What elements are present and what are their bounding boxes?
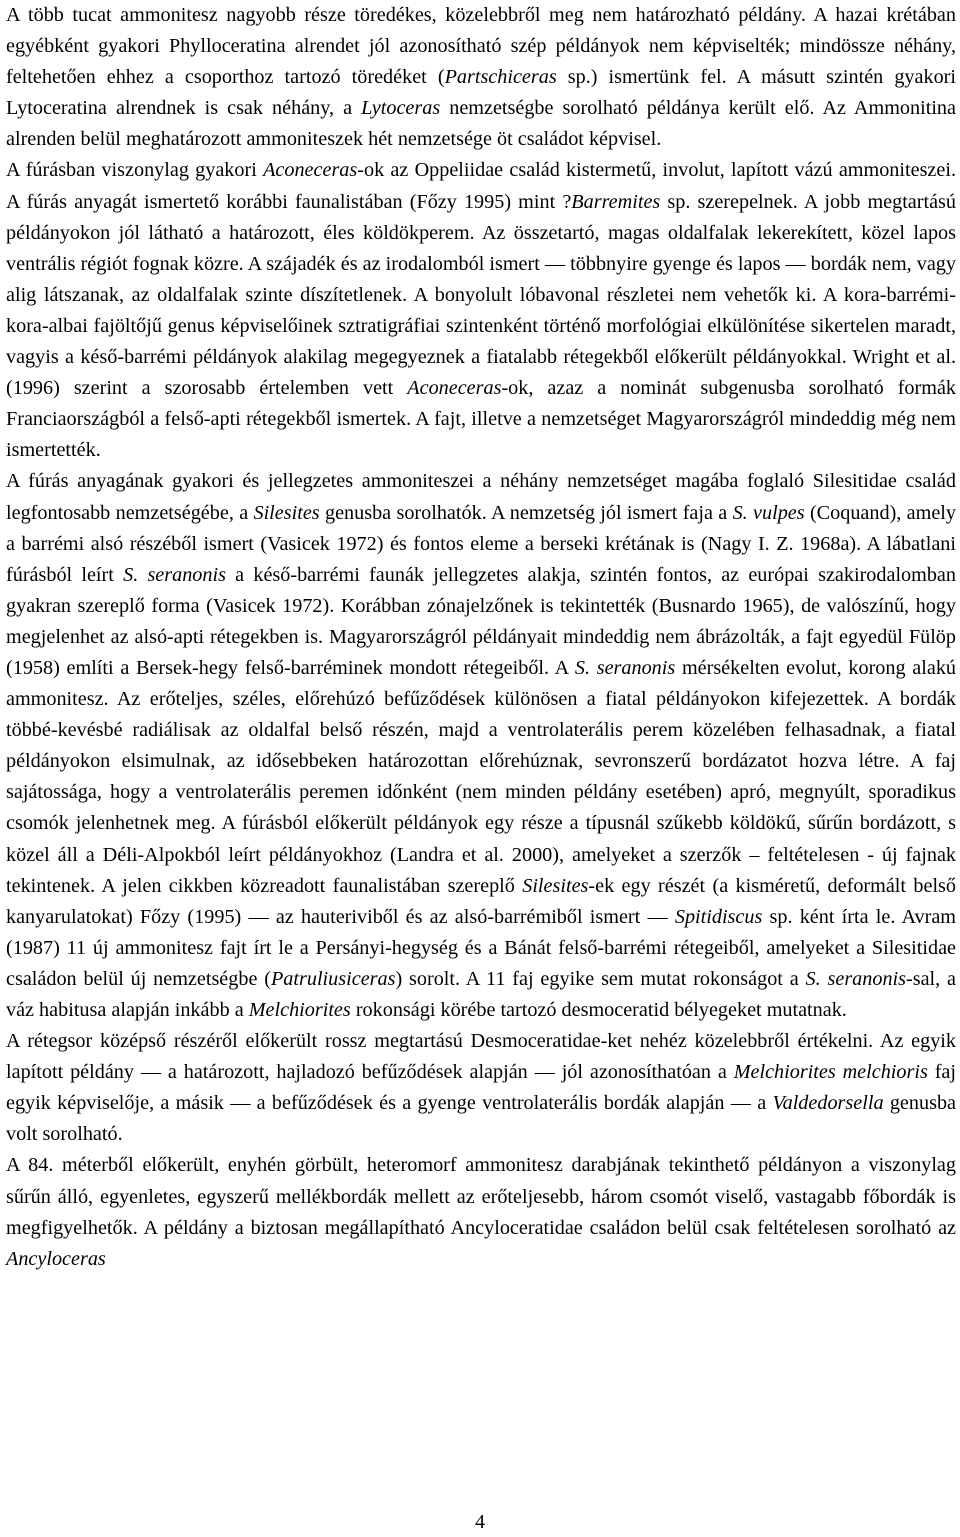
italic-term: S. seranonis bbox=[574, 656, 676, 679]
paragraph bbox=[6, 0, 956, 155]
text-run: sp.) ismertünk fel. A másutt szintén gyakori Lytoceratina alrendnek is csak néhány, a bbox=[6, 66, 956, 120]
paragraph bbox=[6, 155, 956, 466]
document-body bbox=[6, 0, 956, 1275]
italic-term: Aconeceras bbox=[407, 377, 502, 400]
italic-term: S. seranonis bbox=[123, 563, 226, 586]
italic-term: S. seranonis bbox=[805, 967, 907, 990]
italic-term: Silesites bbox=[253, 501, 320, 524]
text-run: rokonsági körébe tartozó desmoceratid bélyegeket mutatnak. bbox=[350, 999, 847, 1021]
paragraph bbox=[6, 1026, 956, 1150]
text-run: sp. szerepelnek. A jobb megtartású példányokon jól látható a határozott, éles köldökperem. Az összetartó, magas oldalfalak lekerekített, közel lapos ventrális régiót fognak közre. A szájadék és az irodalomból ismert — többnyire gyenge és lapos — bordák nem, vagy alig látszanak, az oldalfalak szinte díszítetlenek. A bonyolult lóbavonal részletei nem vehetők ki. A kora-barrémi-kora-albai fajöltőjű genus képviselőinek sztratigráfiai szintenként történő morfológiai elkülönítése sikertelen maradt, vagyis a késő-barrémi példányok alakilag megegyeznek a fiatalabb rétegekből előkerült példányokkal. Wright et al. (1996) szerint a szorosabb értelemben vett bbox=[6, 190, 957, 400]
italic-term: Melchiorites melchioris bbox=[733, 1061, 928, 1084]
text-run: a késő-barrémi faunák jellegzetes alakja, szintén fontos, az európai szakirodalomban gyakran szereplő forma (Vasicek 1972). Korábban zónajelzőnek is tekintették (Busnardo 1965), de valószínű, hogy megjelenhet az alsó-apti rétegekben is. Magyarországról példányait mindeddig nem ábrázolták, a fajt egyedül Fülöp (1958) említi a Bersek-hegy felső-barréminek mondott rétegeiből. A bbox=[6, 563, 956, 679]
text-run: sp. ként írta le. Avram (1987) 11 új ammonitesz fajt írt le a Persányi-hegység és a Bánát felső-barrémi rétegeiből, amelyeket a Silesitidae családon belül új nemzetségbe ( bbox=[6, 905, 957, 990]
italic-term: Patruliusiceras bbox=[270, 967, 396, 990]
text-run: A 84. méterből előkerült, enyhén görbült, heteromorf ammonitesz darabjának tekinthető példányon a viszonylag sűrűn álló, egyenletes, egyszerű mellékbordák mellett az erőteljesebb, három csomót viselő, vastagabb főbordák is megfigyelhetők. A példány a biztosan megállapítható Ancyloceratidae családon belül csak feltételesen sorolható az bbox=[6, 1154, 956, 1239]
italic-term: Barremites bbox=[571, 190, 661, 213]
paragraph bbox=[6, 466, 956, 1026]
text-run: genusba sorolhatók. A nemzetség jól ismert faja a bbox=[319, 501, 733, 524]
italic-term: Spitidiscus bbox=[674, 905, 763, 928]
text-run: ) sorolt. A 11 faj egyike sem mutat rokonságot a bbox=[395, 967, 806, 990]
italic-term: Aconeceras bbox=[263, 159, 358, 182]
text-run: -ok az Oppeliidae család kistermetű, involut, lapított vázú ammoniteszei. A fúrás anyagát ismertető korábbi faunalistában (Főzy 1995) mint ? bbox=[6, 159, 956, 213]
italic-term: Melchiorites bbox=[248, 999, 351, 1021]
text-run: -ok, azaz a nominát subgenusba sorolható formák Franciaországból a felső-apti rétegekből ismertek. A fajt, illetve a nemzetséget Magyarországról mindeddig még nem ismertették. bbox=[6, 377, 957, 462]
italic-term: Partschiceras bbox=[444, 66, 557, 89]
text-run: mérsékelten evolut, korong alakú ammonitesz. Az erőteljes, széles, előrehúzó befűződések különösen a fiatal példányokon kifejezettek. A bordák többé-kevésbé radiálisak az oldalfal belső részén, majd a ventrolaterális perem közelében felhasadnak, a fiatal példányokon elsimulnak, az idősebbeken határozottan előrehúznak, sevronszerű bordázatot hozva létre. A faj sajátossága, hogy a ventrolaterális peremen időnként (nem minden példány esetében) apró, megnyúlt, sporadikus csomók jelenhetnek meg. A fúrásból előkerült példányok egy része a típusnál szűkebb köldökű, sűrűn bordázott, s közel áll a Déli-Alpokból leírt példányokhoz (Landra et al. 2000), amelyeket a szerzők – feltételesen - új fajnak tekintenek. A jelen cikkben közreadott faunalistában szereplő bbox=[6, 656, 957, 897]
italic-term: Valdedorsella bbox=[772, 1092, 884, 1115]
text-run: A fúrás anyagának gyakori és jellegzetes ammoniteszei a néhány nemzetséget magába foglaló Silesitidae család legfontosabb nemzetségébe, a bbox=[6, 470, 956, 524]
text-run: A fúrásban viszonylag gyakori bbox=[6, 159, 264, 182]
text-run: -sal, a váz habitusa alapján inkább a bbox=[6, 967, 956, 1021]
text-run: A több tucat ammonitesz nagyobb része töredékes, közelebbről meg nem határozható példány. A hazai krétában egyébként gyakori Phylloceratina alrendet jól azonosítható szép példányok nem képviselték; mindössze néhány, feltehetően ehhez a csoporthoz tartozó töredéket ( bbox=[6, 4, 956, 89]
text-run: A rétegsor középső részéről előkerült rossz megtartású Desmoceratidae-ket nehéz közelebbről értékelni. Az egyik lapított példány — a határozott, hajladozó befűződések alapján — jól azonosíthatóan a bbox=[6, 1030, 956, 1084]
paragraph bbox=[6, 1150, 956, 1274]
page-number: 4 bbox=[475, 1511, 485, 1533]
italic-term: Silesites bbox=[522, 874, 589, 897]
text-run: faj egyik képviselője, a másik — a befűződések és a gyenge ventrolaterális bordák alapján — a bbox=[6, 1061, 956, 1115]
text-run: (Coquand), amely a barrémi alsó részéből ismert (Vasicek 1972) és fontos eleme a berseki krétának is (Nagy I. Z. 1968a). A lábatlani fúrásból leírt bbox=[6, 501, 956, 586]
italic-term: Ancyloceras bbox=[6, 1247, 106, 1270]
text-run: genusba volt sorolható. bbox=[6, 1092, 956, 1146]
italic-term: Lytoceras bbox=[361, 97, 441, 120]
text-run: nemzetségbe sorolható példánya került elő. Az Ammonitina alrenden belül meghatározott ammoniteszek hét nemzetsége öt családot képvisel. bbox=[6, 97, 956, 151]
italic-term: S. vulpes bbox=[732, 501, 805, 524]
text-run: -ek egy részét (a kisméretű, deformált belső kanyarulatokat) Főzy (1995) — az hauteriviből és az alsó-barrémiből ismert — bbox=[6, 874, 956, 928]
